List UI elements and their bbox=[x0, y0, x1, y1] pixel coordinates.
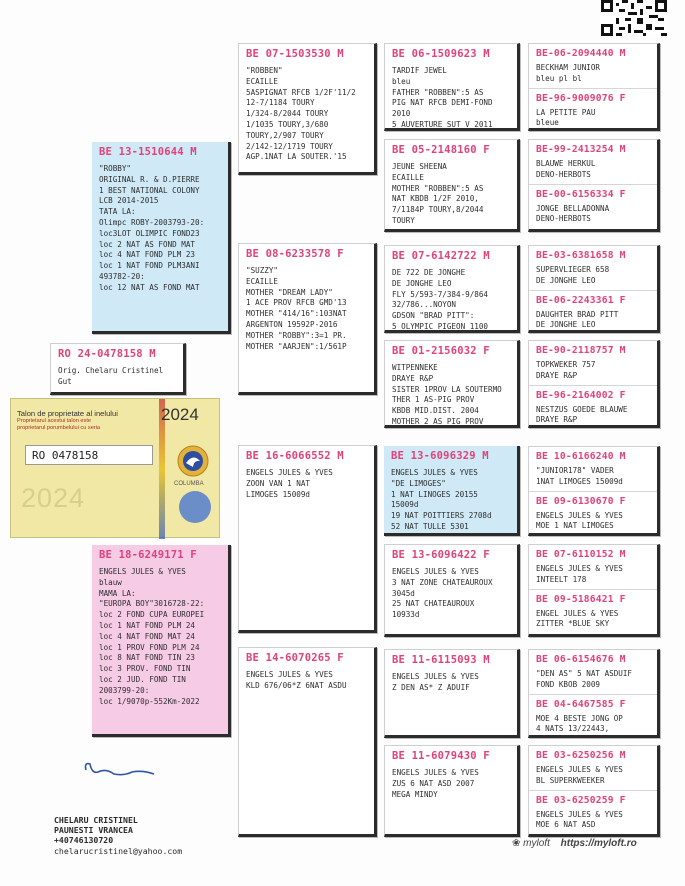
pigeon-details bbox=[536, 466, 650, 488]
detail-line: TOURY bbox=[392, 215, 415, 225]
pigeon-details bbox=[536, 159, 650, 181]
pigeon-details bbox=[392, 363, 510, 428]
detail-line: DE JONGHE LEO bbox=[536, 320, 596, 330]
pigeon-details bbox=[392, 768, 510, 800]
detail-line: TOPKWEKER 757 bbox=[536, 360, 596, 369]
pigeon-details bbox=[536, 405, 650, 427]
pigeon-emblem-icon bbox=[171, 443, 215, 479]
detail-line: loc 2 NAT AS FOND MAT bbox=[99, 239, 196, 249]
detail-line: loc3LOT OLIMPIC FOND23 bbox=[99, 228, 200, 238]
pedigree-card-dam bbox=[92, 545, 231, 737]
ring-number: BE 13-6096422 F bbox=[392, 549, 490, 561]
pigeon-details bbox=[536, 810, 650, 832]
pedigree-card-gen5 bbox=[528, 43, 660, 131]
talon-brand: COLUMBA bbox=[174, 481, 204, 487]
card-segment bbox=[239, 446, 374, 503]
card-segment bbox=[92, 142, 228, 297]
detail-line: MOTHER "AARJEN":1/561P bbox=[246, 341, 347, 351]
pigeon-details bbox=[99, 164, 221, 294]
card-segment bbox=[529, 447, 657, 491]
talon-year-large: 2024 bbox=[21, 483, 86, 513]
detail-line: DAUGHTER BRAD PITT bbox=[536, 309, 619, 319]
signature-icon bbox=[80, 752, 160, 782]
detail-line: ENGELS JULES & YVES bbox=[392, 672, 479, 681]
pedigree-card-gen5 bbox=[528, 544, 660, 637]
detail-line: 25 NAT CHATEAUROUX bbox=[392, 599, 475, 609]
ring-number: BE-99-2413254 M bbox=[536, 144, 626, 155]
detail-line: "DEN AS" 5 NAT ASDUIF bbox=[536, 669, 633, 678]
detail-line: 4 NATS 13/22443, bbox=[536, 724, 610, 734]
pigeon-details bbox=[392, 66, 510, 131]
detail-line: BL SUPERKWEEKER bbox=[536, 775, 605, 785]
detail-line: 493782-20: bbox=[99, 271, 145, 281]
detail-line: "EUROPA BOY"3016728-22: bbox=[99, 599, 205, 609]
detail-line: ECAILLE bbox=[392, 172, 425, 182]
detail-line: 19 NAT POITTIERS 2708d bbox=[391, 511, 492, 521]
ring-number: BE 11-6115093 M bbox=[392, 654, 490, 666]
detail-line: 1 ACE PROV RFCB GMD'13 bbox=[246, 298, 347, 308]
ring-number: BE-06-2094440 M bbox=[536, 48, 626, 59]
card-segment bbox=[239, 648, 374, 695]
pedigree-card-gen4 bbox=[384, 745, 520, 837]
pigeon-details bbox=[536, 360, 650, 382]
detail-line: ENGELS JULES & YVES bbox=[536, 564, 623, 573]
detail-line: 1NAT LIMOGES 15009d bbox=[536, 476, 623, 486]
pigeon-details bbox=[536, 765, 650, 787]
detail-line: SUPERVLIEGER 658 bbox=[536, 265, 610, 274]
pigeon-details bbox=[391, 468, 510, 533]
owner-phone: +40746130720 bbox=[54, 835, 114, 846]
detail-line: loc 1 PROV FOND PLM 24 bbox=[99, 642, 200, 652]
detail-line: ENGELS JULES & YVES bbox=[391, 468, 478, 477]
card-segment bbox=[529, 650, 657, 694]
detail-line: MAMA LA: bbox=[99, 588, 136, 598]
detail-line: BECKHAM JUNIOR bbox=[536, 63, 601, 72]
owner-email: chelarucristinel@yahoo.com bbox=[54, 845, 183, 856]
detail-line: NAT KBDB 1/2F 2010, bbox=[392, 194, 479, 204]
talon-subtitle-1: Proprietarul acestui talon este bbox=[17, 418, 92, 424]
pedigree-card-gen3 bbox=[238, 647, 377, 837]
pigeon-details bbox=[536, 609, 650, 631]
pedigree-card-sire bbox=[92, 142, 231, 334]
detail-line: WITPENNEKE bbox=[392, 363, 438, 372]
detail-line: ECAILLE bbox=[246, 76, 279, 86]
ring-number: BE 11-6079430 F bbox=[392, 750, 490, 762]
detail-line: MOTHER "414/16":103NAT bbox=[246, 309, 347, 319]
detail-line: loc 12 NAT AS FOND MAT bbox=[99, 282, 200, 292]
card-segment bbox=[529, 341, 657, 385]
detail-line: ENGELS JULES & YVES bbox=[536, 510, 623, 520]
pedigree-card-gen4 bbox=[384, 544, 520, 637]
detail-line: loc 4 NAT FOND PLM 23 bbox=[99, 250, 196, 260]
card-segment bbox=[51, 344, 183, 391]
detail-line: TOURY,2/907 TOURY bbox=[246, 130, 324, 140]
detail-line: DRAYE R&P bbox=[536, 370, 578, 380]
owner-city: PAUNESTI VRANCEA bbox=[54, 825, 133, 836]
detail-line: DRAYE R&P bbox=[392, 373, 434, 383]
detail-line: AGP.1NAT LA SOUTER.'15 bbox=[246, 152, 347, 162]
detail-line: MOE 6 NAT ASD bbox=[536, 820, 596, 830]
card-segment bbox=[385, 545, 517, 624]
pigeon-details bbox=[392, 162, 510, 227]
detail-line: ENGELS JULES & YVES bbox=[99, 567, 186, 576]
detail-line: ECAILLE bbox=[246, 276, 279, 286]
detail-line: DRAYE R&P bbox=[536, 415, 578, 425]
talon-title: Talon de proprietate al inelului bbox=[17, 409, 118, 418]
ring-number: BE 09-6130670 F bbox=[536, 495, 626, 507]
detail-line: BLAUWE HERKUL bbox=[536, 159, 596, 168]
detail-line: NESTZUS GOEDE BLAUWE bbox=[536, 404, 628, 414]
card-segment bbox=[529, 589, 657, 634]
detail-line: Orig. Chelaru Cristinel bbox=[58, 366, 164, 375]
detail-line: LCB 2014-2015 bbox=[99, 196, 159, 206]
card-segment bbox=[529, 184, 657, 229]
detail-line: loc 3 PROV. FOND TIN bbox=[99, 664, 191, 674]
pedigree-card-gen5 bbox=[528, 745, 660, 837]
detail-line: MOE 4 BESTE JONG OP bbox=[536, 713, 623, 723]
ring-number: BE 06-1509623 M bbox=[392, 48, 490, 60]
pigeon-details bbox=[99, 567, 221, 707]
detail-line: 3 NAT ZONE CHATEAUROUX bbox=[392, 577, 493, 587]
detail-line: MOTHER "ROBBEN":5 AS bbox=[392, 183, 484, 193]
pigeon-details bbox=[246, 66, 367, 163]
detail-line: 12-7/1184 TOURY bbox=[246, 98, 315, 108]
detail-line: FATHER "ROBBEN":5 AS bbox=[392, 87, 484, 97]
detail-line: FLY 5/593-7/384-9/864 bbox=[392, 289, 489, 299]
card-segment bbox=[385, 341, 517, 428]
pigeon-details bbox=[392, 567, 510, 621]
detail-line: FOND KBOB 2009 bbox=[536, 679, 601, 689]
detail-line: "JUNIOR178" VADER bbox=[536, 466, 614, 475]
pedigree-card-gen5 bbox=[528, 245, 660, 333]
ring-number: BE 07-6142722 M bbox=[392, 250, 490, 262]
ring-number: RO 24-0478158 M bbox=[58, 348, 156, 360]
card-segment bbox=[529, 491, 657, 536]
detail-line: 5 AUVERTURE SUT V 2011 bbox=[392, 119, 493, 129]
pigeon-details bbox=[246, 670, 367, 692]
ring-number: BE 01-2156032 F bbox=[392, 345, 490, 357]
pigeon-details bbox=[536, 669, 650, 691]
card-segment bbox=[529, 385, 657, 428]
owner-name: CHELARU CRISTINEL bbox=[54, 815, 138, 825]
footer bbox=[512, 838, 637, 849]
detail-line: 2/142-12/1719 TOURY bbox=[246, 141, 333, 151]
detail-line: ENGELS JULES & YVES bbox=[392, 567, 479, 576]
card-segment bbox=[529, 88, 657, 131]
talon-year: 2024 bbox=[161, 405, 199, 424]
detail-line: ENGELS JULES & YVES bbox=[246, 468, 333, 477]
detail-line: KLD 676/06*Z 6NAT ASDU bbox=[246, 680, 347, 690]
detail-line: 52 NAT TULLE 5301 bbox=[391, 521, 469, 531]
detail-line: 3045d bbox=[392, 588, 415, 598]
detail-line: TATA LA: bbox=[99, 207, 136, 217]
ring-number: BE 10-6166240 M bbox=[536, 451, 626, 462]
card-segment bbox=[384, 446, 517, 536]
ring-number: BE 03-6250256 M bbox=[536, 750, 626, 761]
talon-ring-number: RO 0478158 bbox=[25, 445, 153, 465]
pedigree-card-gen3 bbox=[238, 43, 377, 175]
pigeon-details bbox=[392, 672, 510, 694]
detail-line: JONGE BELLADONNA bbox=[536, 203, 610, 213]
card-segment bbox=[529, 790, 657, 835]
card-segment bbox=[529, 246, 657, 290]
detail-line: DE JONGHE LEO bbox=[392, 278, 452, 288]
pigeon-details bbox=[536, 63, 650, 85]
ring-number: BE 13-6096329 M bbox=[391, 450, 489, 462]
ring-number: BE-96-9009076 F bbox=[536, 92, 626, 104]
detail-line: 32/786...NOYON bbox=[392, 300, 457, 310]
ring-number: BE-06-2243361 F bbox=[536, 294, 626, 306]
detail-line: DENO-HERBOTS bbox=[536, 169, 591, 179]
detail-line: ZOON VAN 1 NAT bbox=[246, 478, 311, 488]
detail-line: loc 4 NAT FOND MAT 24 bbox=[99, 631, 196, 641]
detail-line: blauw bbox=[99, 577, 122, 587]
detail-line: LIMOGES 15009d bbox=[246, 489, 311, 499]
ring-ownership-talon bbox=[10, 398, 220, 538]
card-segment bbox=[529, 44, 657, 88]
detail-line: JEUNE SHEENA bbox=[392, 162, 447, 171]
detail-line: loc 1/9070p-552Km-2022 bbox=[99, 696, 200, 706]
pedigree-card-gen4 bbox=[384, 340, 520, 428]
ring-number: BE 08-6233578 F bbox=[246, 248, 344, 260]
pedigree-card-gen3 bbox=[238, 243, 377, 395]
detail-line: MEGA MINDY bbox=[392, 789, 438, 799]
ring-number: BE-96-2164002 F bbox=[536, 389, 626, 401]
ring-number: BE 18-6249171 F bbox=[99, 549, 197, 561]
detail-line: GDSON "BRAD PITT": bbox=[392, 311, 475, 321]
detail-line: bleue bbox=[536, 118, 559, 128]
card-segment bbox=[529, 545, 657, 589]
pedigree-card-gen5 bbox=[528, 649, 660, 738]
detail-line: "ROBBEN" bbox=[246, 66, 283, 75]
detail-line: DENO-HERBOTS bbox=[536, 214, 591, 224]
detail-line: Gut bbox=[58, 376, 72, 386]
card-segment bbox=[529, 746, 657, 790]
card-segment bbox=[385, 746, 517, 803]
detail-line: INTEELT 178 bbox=[536, 574, 587, 584]
detail-line: ZITTER *BLUE SKY bbox=[536, 619, 610, 629]
talon-subtitle-2: proprietarul porumbelului cu seria bbox=[17, 425, 101, 431]
ring-number: BE 16-6066552 M bbox=[246, 450, 344, 462]
pedigree-card-gen4 bbox=[384, 649, 520, 738]
detail-line: ENGELS JULES & YVES bbox=[392, 768, 479, 777]
talon-seal-icon bbox=[179, 491, 211, 523]
detail-line: 10933d bbox=[392, 610, 420, 620]
detail-line: 2010 bbox=[392, 109, 411, 119]
card-segment bbox=[529, 140, 657, 184]
detail-line: bleu pl bl bbox=[536, 73, 582, 83]
ring-number: BE 13-1510644 M bbox=[99, 146, 197, 158]
pedigree-card-gen5 bbox=[528, 139, 660, 232]
detail-line: loc 2 JUD. FOND TIN bbox=[99, 674, 186, 684]
detail-line: PIG NAT RFCB DEMI-FOND bbox=[392, 98, 493, 108]
detail-line: ENGELS JULES & YVES bbox=[536, 765, 623, 774]
ring-number: BE 14-6070265 F bbox=[246, 652, 344, 664]
ring-number: BE 03-6250259 F bbox=[536, 794, 626, 806]
card-segment bbox=[385, 650, 517, 697]
detail-line: 5 OLYMPIC PIGEON 1100 bbox=[392, 321, 489, 331]
detail-line: 5ASPIGNAT RFCB 1/2F'11/2 bbox=[246, 87, 356, 97]
card-segment bbox=[385, 140, 517, 230]
pigeon-details bbox=[246, 266, 367, 352]
detail-line: 1/324-8/2044 TOURY bbox=[246, 109, 329, 119]
pigeon-details bbox=[536, 511, 650, 533]
footer-brand: myloft bbox=[523, 838, 550, 849]
ring-number: BE 09-5186421 F bbox=[536, 593, 626, 605]
detail-line: MOTHER "DREAM LADY" bbox=[246, 287, 333, 297]
detail-line: SISTER 1PROV LA SOUTERMO bbox=[392, 384, 502, 394]
detail-line: loc 2 FOND CUPA EUROPEI bbox=[99, 610, 205, 620]
pigeon-details bbox=[536, 564, 650, 586]
detail-line: 15009d bbox=[391, 500, 419, 510]
detail-line: Olimpc ROBY-2003793-20: bbox=[99, 217, 205, 227]
detail-line: ARGENTON 19592P-2016 bbox=[246, 319, 338, 329]
pedigree-card-gen3 bbox=[238, 445, 377, 633]
detail-line: KBDB MID.DIST. 2004 bbox=[392, 406, 479, 416]
pedigree-card-subject bbox=[50, 343, 186, 395]
detail-line: "ROBBY" bbox=[99, 164, 132, 173]
detail-line: 7/1184P TOURY,8/2044 bbox=[392, 205, 484, 215]
detail-line: ENGEL JULES & YVES bbox=[536, 608, 619, 618]
detail-line: loc 1 NAT FOND PLM3ANI bbox=[99, 261, 200, 271]
pedigree-card-gen5 bbox=[528, 446, 660, 536]
detail-line: ORIGINAL R. & D.PIERRE bbox=[99, 174, 200, 184]
card-segment bbox=[239, 244, 374, 355]
pedigree-card-gen4 bbox=[384, 245, 520, 333]
card-segment bbox=[239, 44, 374, 166]
ring-number: BE-03-6381658 M bbox=[536, 250, 626, 261]
detail-line: ZUS 6 NAT ASD 2007 bbox=[392, 778, 475, 788]
pigeon-details bbox=[58, 366, 176, 388]
ring-number: BE-90-2118757 M bbox=[536, 345, 626, 356]
card-segment bbox=[92, 545, 228, 710]
detail-line: MOTHER 2 AS PIG PROV bbox=[392, 416, 484, 426]
card-segment bbox=[529, 694, 657, 738]
detail-line: loc 1 NAT FOND PLM 24 bbox=[99, 620, 196, 630]
detail-line: 1/1035 TOURY,3/680 bbox=[246, 119, 329, 129]
pigeon-details bbox=[536, 204, 650, 226]
detail-line: ENGELS JULES & YVES bbox=[536, 809, 623, 819]
qr-code-icon bbox=[601, 0, 667, 36]
card-segment bbox=[385, 44, 517, 131]
detail-line: "DE LIMOGES" bbox=[391, 478, 446, 488]
pedigree-card-gen4 bbox=[384, 446, 520, 536]
pedigree-card-gen4 bbox=[384, 43, 520, 131]
detail-line: LA PETITE PAU bbox=[536, 107, 596, 117]
detail-line: bleu bbox=[392, 76, 411, 86]
detail-line: TARDIF JEWEL bbox=[392, 66, 447, 75]
ring-number: BE-00-6156334 F bbox=[536, 188, 626, 200]
ring-number: BE 06-6154676 M bbox=[536, 654, 626, 665]
detail-line: ENGELS JULES & YVES bbox=[246, 670, 333, 679]
ring-number: BE 05-2148160 F bbox=[392, 144, 490, 156]
pigeon-details bbox=[536, 108, 650, 130]
pedigree-card-gen4 bbox=[384, 139, 520, 232]
detail-line: Z DEN AS* Z ADUIF bbox=[392, 682, 470, 692]
myloft-logo-icon: ❀ bbox=[512, 838, 521, 849]
owner-info bbox=[54, 815, 182, 856]
detail-line: DE 722 DE JONGHE bbox=[392, 268, 466, 277]
detail-line: THER 1 AS-PIG PROV bbox=[392, 395, 475, 405]
detail-line: 1 BEST NATIONAL COLONY bbox=[99, 185, 200, 195]
footer-url[interactable]: https://myloft.ro bbox=[560, 838, 637, 849]
detail-line: 2003799-20: bbox=[99, 685, 150, 695]
card-segment bbox=[385, 246, 517, 333]
ring-number: BE 07-6110152 M bbox=[536, 549, 626, 560]
pedigree-card-gen5 bbox=[528, 340, 660, 428]
detail-line: MOE 1 NAT LIMOGES bbox=[536, 521, 614, 531]
detail-line: MOTHER "ROBBY":3=1 PR. bbox=[246, 330, 347, 340]
pigeon-details bbox=[536, 714, 650, 736]
detail-line: 1 NAT LINOGES 20155 bbox=[391, 489, 478, 499]
pigeon-details bbox=[246, 468, 367, 500]
detail-line: DE JONGHE LEO bbox=[536, 275, 596, 285]
ring-number: BE 07-1503530 M bbox=[246, 48, 344, 60]
detail-line: loc 8 NAT FOND TIN 23 bbox=[99, 653, 196, 663]
ring-number: BE 04-6467585 F bbox=[536, 698, 626, 710]
detail-line: "SUZZY" bbox=[246, 266, 279, 275]
pigeon-details bbox=[536, 265, 650, 287]
pigeon-details bbox=[536, 310, 650, 332]
pigeon-details bbox=[392, 268, 510, 333]
card-segment bbox=[529, 290, 657, 333]
